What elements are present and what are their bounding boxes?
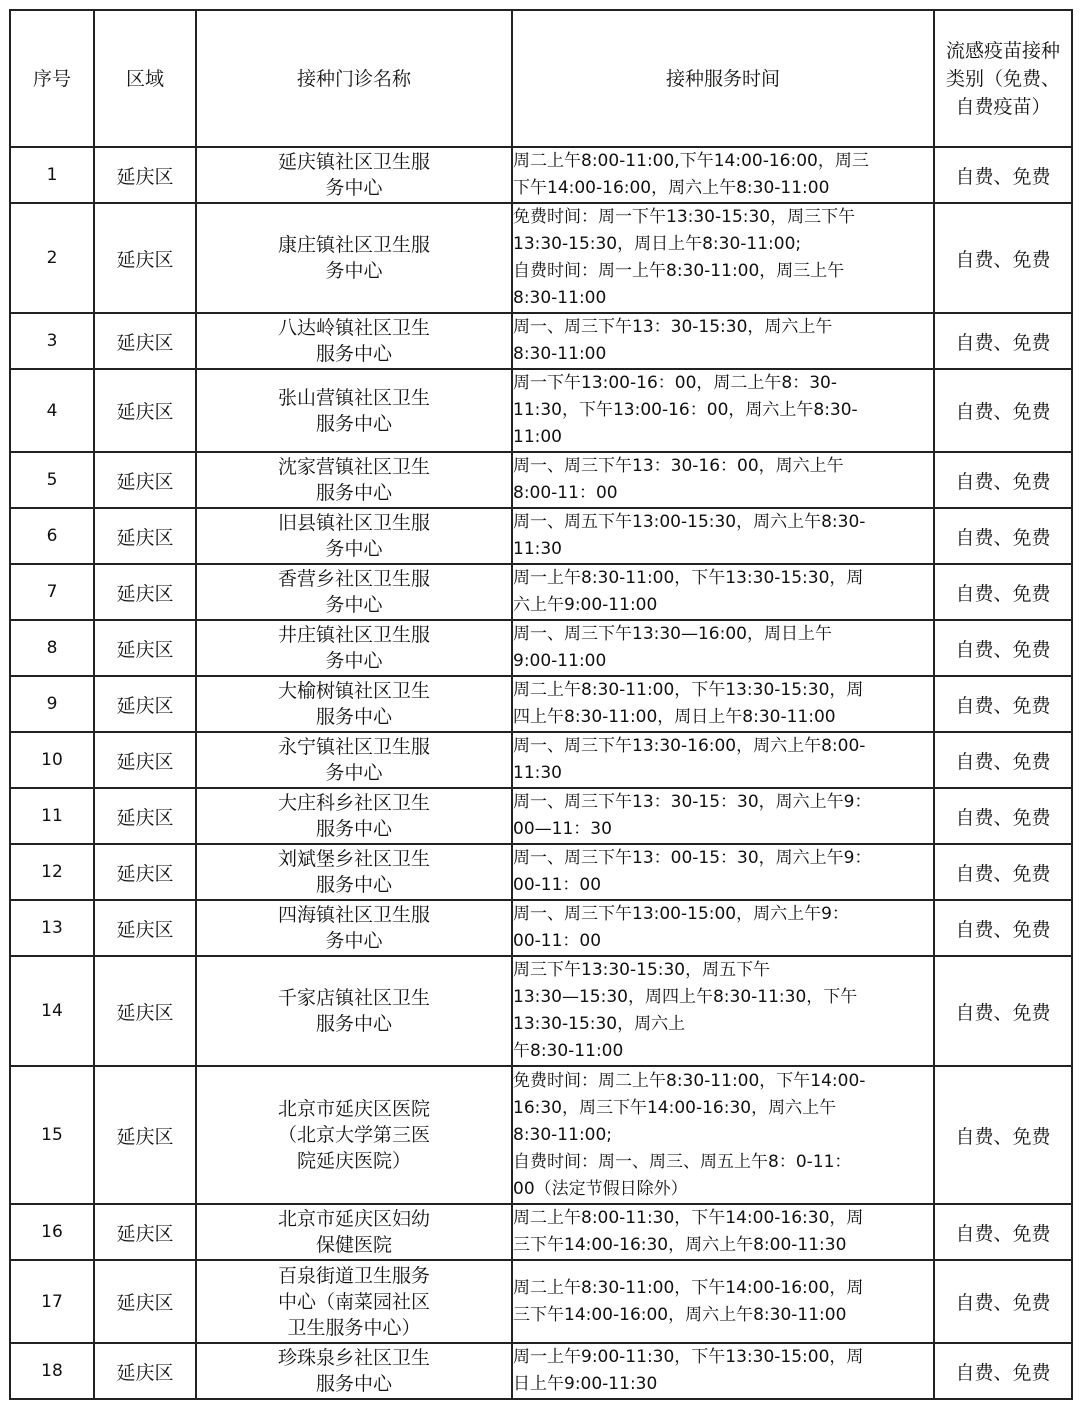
service-hours-line: 13:30-15:30，周六上 <box>513 1014 686 1034</box>
clinic-name-line: 永宁镇社区卫生服 <box>277 736 430 758</box>
clinic-name-line: 服务中心 <box>315 874 392 896</box>
row-area: 延庆区 <box>94 369 196 452</box>
service-hours-line: 13:30-15:30，周日上午8:30-11:00; <box>513 234 802 254</box>
row-clinic-name <box>196 452 512 508</box>
clinic-name-line: 中心（南菜园社区 <box>277 1290 430 1313</box>
clinic-name-line: 务中心 <box>325 762 383 784</box>
service-hours-line: 00-11：00 <box>513 931 602 951</box>
row-area: 延庆区 <box>94 452 196 508</box>
row-clinic-name <box>196 732 512 788</box>
service-hours-line: 00-11：00 <box>513 875 602 895</box>
row-service-hours <box>512 676 934 732</box>
row-seq: 10 <box>10 732 94 788</box>
table-row <box>10 508 1072 564</box>
clinic-name-line: 延庆镇社区卫生服 <box>277 151 430 173</box>
row-service-hours <box>512 1343 934 1399</box>
service-hours-line: 周三下午13:30-15:30，周五下午 <box>513 960 771 980</box>
table-row <box>10 147 1072 203</box>
service-hours-line: 11:30 <box>513 539 562 559</box>
row-area: 延庆区 <box>94 732 196 788</box>
service-hours-line: 11:30，下午13:00-16：00，周六上午8:30- <box>513 400 858 420</box>
row-vaccine-type: 自费、免费 <box>934 369 1072 452</box>
row-seq: 9 <box>10 676 94 732</box>
clinic-name-line: 四海镇社区卫生服 <box>277 904 430 926</box>
row-seq: 12 <box>10 844 94 900</box>
clinic-name-line: 务中心 <box>325 650 383 672</box>
clinic-name-line: 服务中心 <box>315 1013 392 1035</box>
service-hours-line: 周二上午8:00-11:30，下午14:00-16:30，周 <box>513 1208 864 1228</box>
service-hours-line: 六上午9:00-11:00 <box>513 595 658 615</box>
row-area: 延庆区 <box>94 900 196 956</box>
row-seq: 4 <box>10 369 94 452</box>
row-area: 延庆区 <box>94 956 196 1066</box>
service-hours-line: 周一、周三下午13:00-15:00，周六上午9： <box>513 904 849 924</box>
row-vaccine-type: 自费、免费 <box>934 508 1072 564</box>
clinic-name-line: 务中心 <box>325 177 383 199</box>
table-row <box>10 788 1072 844</box>
row-vaccine-type: 自费、免费 <box>934 564 1072 620</box>
table-row <box>10 732 1072 788</box>
row-service-hours <box>512 313 934 369</box>
row-clinic-name <box>196 620 512 676</box>
row-service-hours <box>512 900 934 956</box>
row-vaccine-type: 自费、免费 <box>934 452 1072 508</box>
service-hours-line: 周二上午8:30-11:00，下午13:30-15:30，周 <box>513 680 864 700</box>
row-seq: 16 <box>10 1204 94 1260</box>
row-clinic-name <box>196 900 512 956</box>
clinic-name-line: 珍珠泉乡社区卫生 <box>277 1347 430 1369</box>
service-hours-line: 周二上午8:00-11:00,下午14:00-16:00，周三 <box>513 151 869 171</box>
row-area: 延庆区 <box>94 1204 196 1260</box>
service-hours-line: 11:00 <box>513 427 562 447</box>
header-type-line: 自费疫苗） <box>955 95 1051 118</box>
row-clinic-name <box>196 956 512 1066</box>
header-row <box>10 10 1072 147</box>
row-clinic-name <box>196 313 512 369</box>
row-clinic-name <box>196 1204 512 1260</box>
clinic-name-line: （北京大学第三医 <box>277 1124 430 1146</box>
row-seq: 5 <box>10 452 94 508</box>
row-service-hours <box>512 203 934 313</box>
table-row <box>10 1066 1072 1204</box>
service-hours-line: 周一、周三下午13：30-16：00，周六上午 <box>513 456 844 476</box>
row-service-hours <box>512 1260 934 1343</box>
service-hours-line: 免费时间：周一下午13:30-15:30，周三下午 <box>513 207 856 227</box>
table-row <box>10 313 1072 369</box>
row-area: 延庆区 <box>94 1343 196 1399</box>
clinic-name-line: 卫生服务中心） <box>287 1316 421 1339</box>
clinic-name-line: 务中心 <box>325 538 383 560</box>
header-hours: 接种服务时间 <box>512 10 934 147</box>
clinic-name-line: 张山营镇社区卫生 <box>277 386 430 409</box>
service-hours-line: 周一、周五下午13:00-15:30，周六上午8:30- <box>513 512 866 532</box>
clinic-name-line: 院延庆医院） <box>296 1150 411 1172</box>
row-clinic-name <box>196 203 512 313</box>
row-service-hours <box>512 956 934 1066</box>
row-area: 延庆区 <box>94 788 196 844</box>
row-vaccine-type: 自费、免费 <box>934 147 1072 203</box>
table-row <box>10 620 1072 676</box>
row-clinic-name <box>196 844 512 900</box>
row-area: 延庆区 <box>94 844 196 900</box>
row-seq: 11 <box>10 788 94 844</box>
row-seq: 14 <box>10 956 94 1066</box>
service-hours-line: 11:30 <box>513 763 562 783</box>
clinic-name-line: 服务中心 <box>315 1373 392 1395</box>
table-row <box>10 203 1072 313</box>
row-clinic-name <box>196 1066 512 1204</box>
clinic-name-line: 康庄镇社区卫生服 <box>277 234 430 256</box>
table-row <box>10 1343 1072 1399</box>
row-vaccine-type: 自费、免费 <box>934 788 1072 844</box>
clinic-name-line: 保健医院 <box>315 1234 392 1256</box>
row-area: 延庆区 <box>94 1260 196 1343</box>
row-vaccine-type: 自费、免费 <box>934 1260 1072 1343</box>
service-hours-line: 13:30—15:30，周四上午8:30-11:30，下午 <box>513 987 858 1007</box>
row-service-hours <box>512 844 934 900</box>
service-hours-line: 午8:30-11:00 <box>513 1041 624 1061</box>
row-area: 延庆区 <box>94 203 196 313</box>
table-row <box>10 844 1072 900</box>
row-seq: 1 <box>10 147 94 203</box>
row-vaccine-type: 自费、免费 <box>934 956 1072 1066</box>
table-row <box>10 676 1072 732</box>
table-row <box>10 452 1072 508</box>
row-service-hours <box>512 620 934 676</box>
service-hours-line: 周二上午8:30-11:00，下午14:00-16:00，周 <box>513 1277 864 1298</box>
service-hours-line: 三下午14:00-16:00，周六上午8:30-11:00 <box>513 1304 847 1325</box>
clinic-name-line: 旧县镇社区卫生服 <box>277 512 430 534</box>
row-clinic-name <box>196 147 512 203</box>
header-area: 区域 <box>94 10 196 147</box>
row-vaccine-type: 自费、免费 <box>934 203 1072 313</box>
table-row <box>10 369 1072 452</box>
clinic-name-line: 务中心 <box>325 594 383 616</box>
row-vaccine-type: 自费、免费 <box>934 732 1072 788</box>
service-hours-line: 周一上午8:30-11:00，下午13:30-15:30，周 <box>513 568 864 588</box>
row-area: 延庆区 <box>94 147 196 203</box>
vaccination-schedule-table <box>9 9 1073 1400</box>
header-clinic: 接种门诊名称 <box>196 10 512 147</box>
row-seq: 18 <box>10 1343 94 1399</box>
row-seq: 17 <box>10 1260 94 1343</box>
row-clinic-name <box>196 508 512 564</box>
table-row <box>10 900 1072 956</box>
service-hours-line: 日上午9:00-11:30 <box>513 1374 658 1394</box>
row-clinic-name <box>196 564 512 620</box>
row-clinic-name <box>196 1260 512 1343</box>
header-seq: 序号 <box>10 10 94 147</box>
row-area: 延庆区 <box>94 1066 196 1204</box>
service-hours-line: 周一下午13:00-16：00，周二上午8：30- <box>513 373 837 393</box>
row-area: 延庆区 <box>94 620 196 676</box>
service-hours-line: 免费时间：周二上午8:30-11:00，下午14:00- <box>513 1070 866 1091</box>
row-seq: 8 <box>10 620 94 676</box>
clinic-name-line: 服务中心 <box>315 412 392 435</box>
table-row <box>10 564 1072 620</box>
row-clinic-name <box>196 676 512 732</box>
row-service-hours <box>512 147 934 203</box>
clinic-name-line: 务中心 <box>325 260 383 282</box>
clinic-name-line: 务中心 <box>325 930 383 952</box>
service-hours-line: 8:00-11：00 <box>513 483 618 503</box>
service-hours-line: 8:30-11:00 <box>513 344 607 364</box>
row-seq: 2 <box>10 203 94 313</box>
row-vaccine-type: 自费、免费 <box>934 676 1072 732</box>
header-type-line: 类别（免费、 <box>945 67 1060 90</box>
row-clinic-name <box>196 788 512 844</box>
clinic-name-line: 服务中心 <box>315 482 392 504</box>
service-hours-line: 周一上午9:00-11:30，下午13:30-15:00，周 <box>513 1347 864 1367</box>
clinic-name-line: 八达岭镇社区卫生 <box>277 317 430 339</box>
row-seq: 7 <box>10 564 94 620</box>
service-hours-line: 自费时间：周一上午8:30-11:00，周三上午 <box>513 261 845 281</box>
header-type-line: 流感疫苗接种 <box>945 39 1060 62</box>
row-vaccine-type: 自费、免费 <box>934 1066 1072 1204</box>
row-area: 延庆区 <box>94 508 196 564</box>
table-row <box>10 956 1072 1066</box>
clinic-name-line: 服务中心 <box>315 706 392 728</box>
row-seq: 3 <box>10 313 94 369</box>
service-hours-line: 周一、周三下午13：30-15：30，周六上午9： <box>513 792 872 812</box>
row-service-hours <box>512 1204 934 1260</box>
service-hours-line: 周一、周三下午13:30—16:00，周日上午 <box>513 624 832 644</box>
clinic-name-line: 大庄科乡社区卫生 <box>277 792 430 814</box>
row-service-hours <box>512 732 934 788</box>
clinic-name-line: 沈家营镇社区卫生 <box>277 456 430 478</box>
clinic-name-line: 香营乡社区卫生服 <box>277 568 430 590</box>
service-hours-line: 自费时间：周一、周三、周五上午8：0-11： <box>513 1151 852 1172</box>
service-hours-line: 8:30-11:00; <box>513 1124 613 1145</box>
row-vaccine-type: 自费、免费 <box>934 620 1072 676</box>
service-hours-line: 00（法定节假日除外） <box>513 1178 688 1199</box>
clinic-name-line: 百泉街道卫生服务 <box>277 1264 430 1287</box>
service-hours-line: 9:00-11:00 <box>513 651 607 671</box>
row-vaccine-type: 自费、免费 <box>934 1343 1072 1399</box>
clinic-name-line: 千家店镇社区卫生 <box>277 987 430 1009</box>
row-seq: 6 <box>10 508 94 564</box>
table-row <box>10 1260 1072 1343</box>
service-hours-line: 16:30，周三下午14:00-16:30，周六上午 <box>513 1097 837 1118</box>
row-vaccine-type: 自费、免费 <box>934 900 1072 956</box>
row-clinic-name <box>196 369 512 452</box>
service-hours-line: 三下午14:00-16:30，周六上午8:00-11:30 <box>513 1235 847 1255</box>
clinic-name-line: 北京市延庆区妇幼 <box>277 1208 430 1230</box>
header-type <box>934 10 1072 147</box>
row-clinic-name <box>196 1343 512 1399</box>
service-hours-line: 周一、周三下午13:30-16:00，周六上午8:00- <box>513 736 866 756</box>
row-service-hours <box>512 564 934 620</box>
row-service-hours <box>512 788 934 844</box>
row-seq: 15 <box>10 1066 94 1204</box>
service-hours-line: 8:30-11:00 <box>513 288 607 308</box>
clinic-name-line: 井庄镇社区卫生服 <box>277 624 430 646</box>
service-hours-line: 00—11：30 <box>513 819 612 839</box>
row-vaccine-type: 自费、免费 <box>934 313 1072 369</box>
clinic-name-line: 服务中心 <box>315 343 392 365</box>
service-hours-line: 下午14:00-16:00，周六上午8:30-11:00 <box>513 178 830 198</box>
row-service-hours <box>512 369 934 452</box>
clinic-name-line: 北京市延庆区医院 <box>277 1098 430 1120</box>
row-seq: 13 <box>10 900 94 956</box>
clinic-name-line: 服务中心 <box>315 818 392 840</box>
row-area: 延庆区 <box>94 564 196 620</box>
clinic-name-line: 刘斌堡乡社区卫生 <box>277 848 430 870</box>
table-row <box>10 1204 1072 1260</box>
row-service-hours <box>512 1066 934 1204</box>
row-vaccine-type: 自费、免费 <box>934 1204 1072 1260</box>
row-service-hours <box>512 452 934 508</box>
clinic-name-line: 大榆树镇社区卫生 <box>277 680 430 702</box>
row-vaccine-type: 自费、免费 <box>934 844 1072 900</box>
service-hours-line: 周一、周三下午13：00-15：30，周六上午9： <box>513 848 872 868</box>
service-hours-line: 周一、周三下午13：30-15:30，周六上午 <box>513 317 833 337</box>
row-area: 延庆区 <box>94 313 196 369</box>
row-area: 延庆区 <box>94 676 196 732</box>
service-hours-line: 四上午8:30-11:00，周日上午8:30-11:00 <box>513 707 836 727</box>
row-service-hours <box>512 508 934 564</box>
